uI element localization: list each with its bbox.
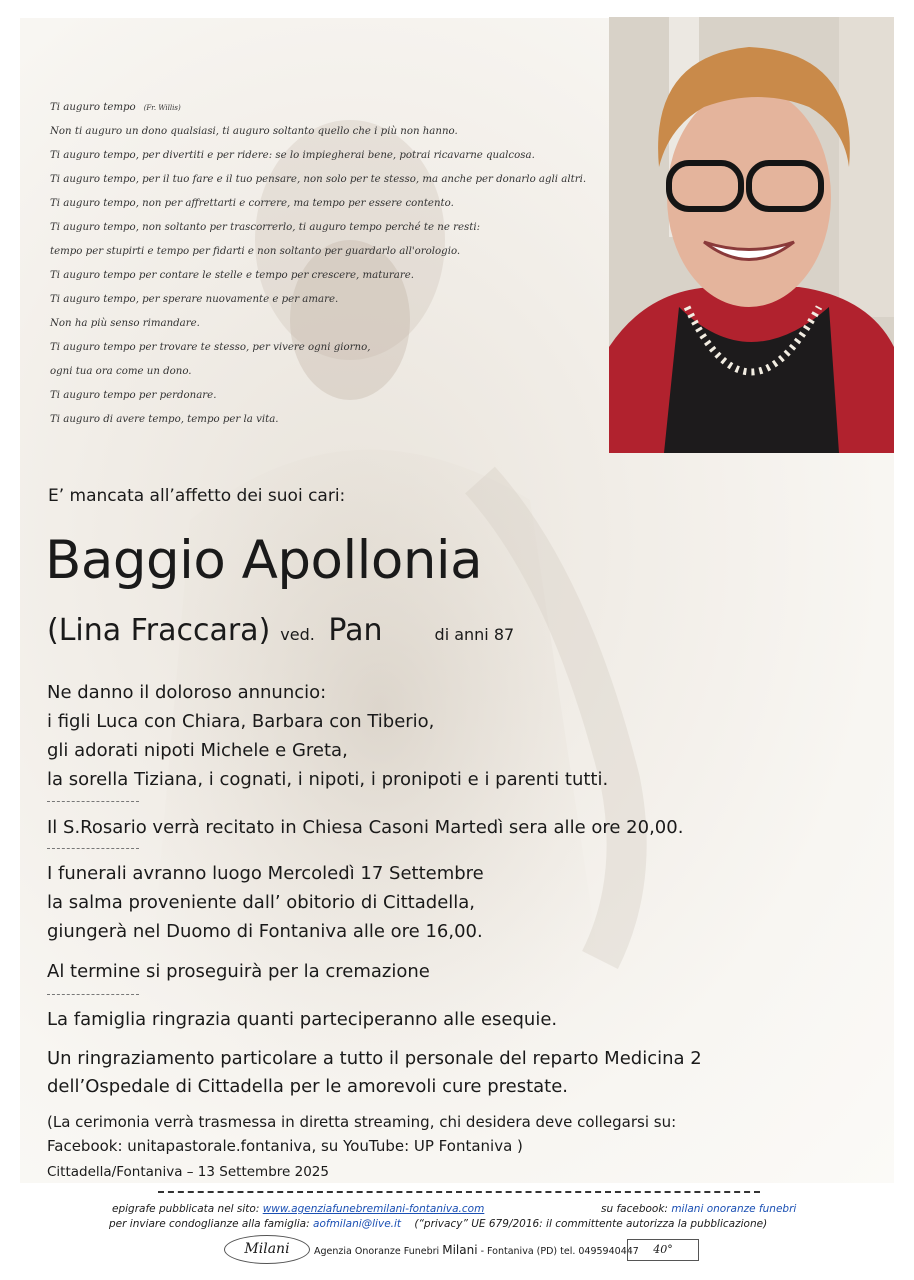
site-link[interactable]: www.agenziafunebremilani-fontaniva.com	[262, 1203, 485, 1215]
poem-title: Ti auguro tempo (Fr. Willis)	[50, 102, 181, 113]
poem-line: Ti auguro tempo, per il tuo fare e il tuo pensare, non solo per te stesso, ma anche per donarlo agli altri.	[50, 174, 587, 185]
deceased-subtitle	[47, 613, 514, 648]
age: di anni 87	[434, 625, 515, 644]
intro-text: E’ mancata all’affetto dei suoi cari:	[48, 486, 346, 506]
streaming-line: (La cerimonia verrà trasmessa in diretta streaming, chi desidera deve collegarsi su:	[47, 1113, 677, 1131]
thanks-line: Un ringraziamento particolare a tutto il personale del reparto Medicina 2	[47, 1048, 702, 1069]
poem-line: Ti auguro tempo per trovare te stesso, per vivere ogni giorno,	[50, 342, 371, 353]
divider	[47, 994, 139, 995]
family-line: Ne danno il doloroso annuncio:	[47, 682, 327, 703]
footer-facebook: su facebook: milani onoranze funebri	[601, 1203, 797, 1215]
poem-line: Ti auguro di avere tempo, tempo per la vita.	[50, 414, 279, 425]
poem-line: Non ha più senso rimandare.	[50, 318, 200, 329]
poem	[50, 96, 610, 432]
thanks-line: dell’Ospedale di Cittadella per le amorevoli cure prestate.	[47, 1076, 569, 1097]
poem-line: Ti auguro tempo per contare le stelle e tempo per crescere, maturare.	[50, 270, 414, 281]
ved-label: ved.	[280, 625, 315, 644]
poem-attribution: (Fr. Willis)	[143, 104, 181, 112]
deceased-name: Baggio Apollonia	[45, 530, 483, 591]
family-line: i figli Luca con Chiara, Barbara con Tiberio,	[47, 711, 435, 732]
married-name: Pan	[328, 613, 383, 648]
poem-line: tempo per stupirti e tempo per fidarti e non soltanto per guardarlo all'orologio.	[50, 246, 461, 257]
portrait-photo	[609, 17, 894, 453]
family-line: la sorella Tiziana, i cognati, i nipoti, i pronipoti e i parenti tutti.	[47, 769, 609, 790]
footer-condolences: per inviare condoglianze alla famiglia: aofmilani@live.it (“privacy” UE 679/2016: il committente autorizza la pubblicazione)	[109, 1218, 768, 1230]
family-line: gli adorati nipoti Michele e Greta,	[47, 740, 348, 761]
email-link[interactable]: aofmilani@live.it	[313, 1218, 402, 1230]
funeral-line: Al termine si proseguirà per la cremazione	[47, 961, 430, 982]
nickname: (Lina Fraccara)	[47, 613, 271, 648]
divider	[47, 848, 139, 849]
poem-line: Ti auguro tempo, per divertiti e per ridere: se lo impiegherai bene, potrai ricavarne qualcosa.	[50, 150, 535, 161]
poem-line: Ti auguro tempo, non per affrettarti e correre, ma tempo per essere contento.	[50, 198, 454, 209]
place-date: Cittadella/Fontaniva – 13 Settembre 2025	[47, 1164, 329, 1180]
agency-info: Agenzia Onoranze Funebri Milani - Fontaniva (PD) tel. 0495940447	[314, 1243, 639, 1257]
divider	[47, 801, 139, 802]
footer-published: epigrafe pubblicata nel sito: www.agenziafunebremilani-fontaniva.com	[112, 1203, 485, 1215]
thanks-line: La famiglia ringrazia quanti parteciperanno alle esequie.	[47, 1009, 558, 1030]
poem-line: Non ti auguro un dono qualsiasi, ti auguro soltanto quello che i più non hanno.	[50, 126, 458, 137]
anniversary-badge: 40°	[627, 1239, 699, 1261]
agency-logo: Milani	[224, 1235, 310, 1264]
poem-line: Ti auguro tempo, non soltanto per trascorrerlo, ti auguro tempo perché te ne resti:	[50, 222, 481, 233]
facebook-link[interactable]: milani onoranze funebri	[671, 1203, 797, 1215]
footer-divider	[158, 1191, 760, 1193]
poem-line: Ti auguro tempo, per sperare nuovamente e per amare.	[50, 294, 339, 305]
poem-line: ogni tua ora come un dono.	[50, 366, 192, 377]
rosary-text: Il S.Rosario verrà recitato in Chiesa Casoni Martedì sera alle ore 20,00.	[47, 817, 684, 838]
streaming-line: Facebook: unitapastorale.fontaniva, su YouTube: UP Fontaniva )	[47, 1137, 523, 1155]
privacy-note: (“privacy” UE 679/2016: il committente autorizza la pubblicazione)	[414, 1218, 768, 1230]
poem-line: Ti auguro tempo per perdonare.	[50, 390, 217, 401]
funeral-line: la salma proveniente dall’ obitorio di Cittadella,	[47, 892, 476, 913]
funeral-line: I funerali avranno luogo Mercoledì 17 Settembre	[47, 863, 484, 884]
funeral-line: giungerà nel Duomo di Fontaniva alle ore 16,00.	[47, 921, 483, 942]
